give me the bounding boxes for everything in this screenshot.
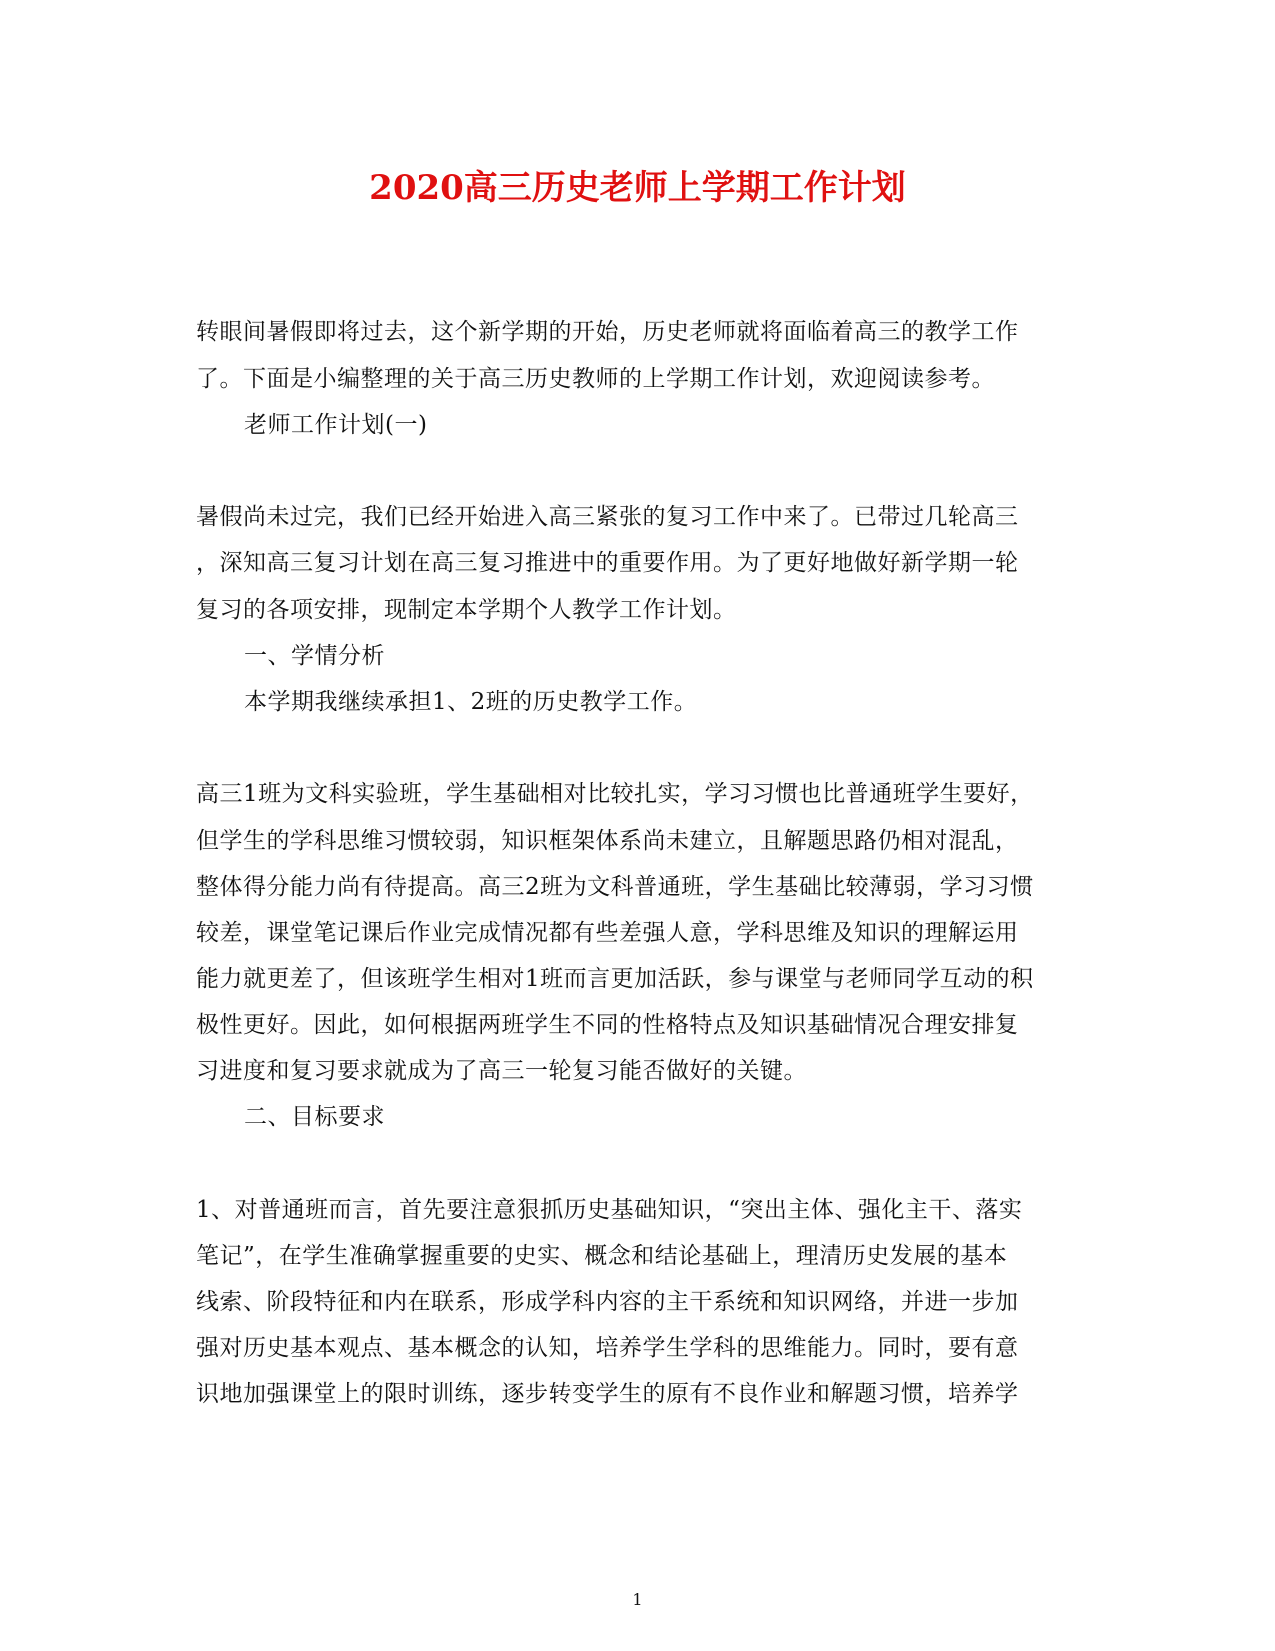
paragraph-line: 但学生的学科思维习惯较弱，知识框架体系尚未建立，且解题思路仍相对混乱， [196,828,1019,854]
section-heading: 二、目标要求 [244,1104,385,1130]
paragraph-line: 高三1班为文科实验班，学生基础相对比较扎实，学习习惯也比普通班学生要好， [196,781,1034,807]
paragraph-line: 1、对普通班而言，首先要注意狠抓历史基础知识，“突出主体、强化主干、落实 [196,1197,1023,1223]
paragraph-line: 识地加强课堂上的限时训练，逐步转变学生的原有不良作业和解题习惯，培养学 [196,1381,1019,1407]
paragraph-line: 极性更好。因此，如何根据两班学生不同的性格特点及知识基础情况合理安排复 [196,1012,1019,1038]
paragraph-line: 转眼间暑假即将过去，这个新学期的开始，历史老师就将面临着高三的教学工作 [196,319,1019,345]
paragraph-line: 线索、阶段特征和内在联系，形成学科内容的主干系统和知识网络，并进一步加 [196,1289,1019,1315]
paragraph-line: 了。下面是小编整理的关于高三历史教师的上学期工作计划，欢迎阅读参考。 [196,366,995,392]
paragraph-line: 能力就更差了，但该班学生相对1班而言更加活跃，参与课堂与老师同学互动的积 [196,966,1034,992]
paragraph-line: 较差，课堂笔记课后作业完成情况都有些差强人意，学科思维及知识的理解运用 [196,920,1019,946]
paragraph-line: 暑假尚未过完，我们已经开始进入高三紧张的复习工作中来了。已带过几轮高三 [196,504,1019,530]
paragraph-line: ，深知高三复习计划在高三复习推进中的重要作用。为了更好地做好新学期一轮 [196,550,1019,576]
paragraph-line: 整体得分能力尚有待提高。高三2班为文科普通班，学生基础比较薄弱，学习习惯 [196,874,1034,900]
page-number: 1 [632,1590,643,1609]
paragraph-line: 复习的各项安排，现制定本学期个人教学工作计划。 [196,597,737,623]
section-heading: 老师工作计划(一) [244,412,428,438]
paragraph-line: 笔记”，在学生准确掌握重要的史实、概念和结论基础上，理清历史发展的基本 [196,1243,1008,1269]
paragraph-line: 习进度和复习要求就成为了高三一轮复习能否做好的关键。 [196,1058,807,1084]
paragraph-line: 本学期我继续承担1、2班的历史教学工作。 [244,689,698,715]
section-heading: 一、学情分析 [244,643,385,669]
paragraph-line: 强对历史基本观点、基本概念的认知，培养学生学科的思维能力。同时，要有意 [196,1335,1019,1361]
document-title: 2020高三历史老师上学期工作计划 [369,168,906,208]
